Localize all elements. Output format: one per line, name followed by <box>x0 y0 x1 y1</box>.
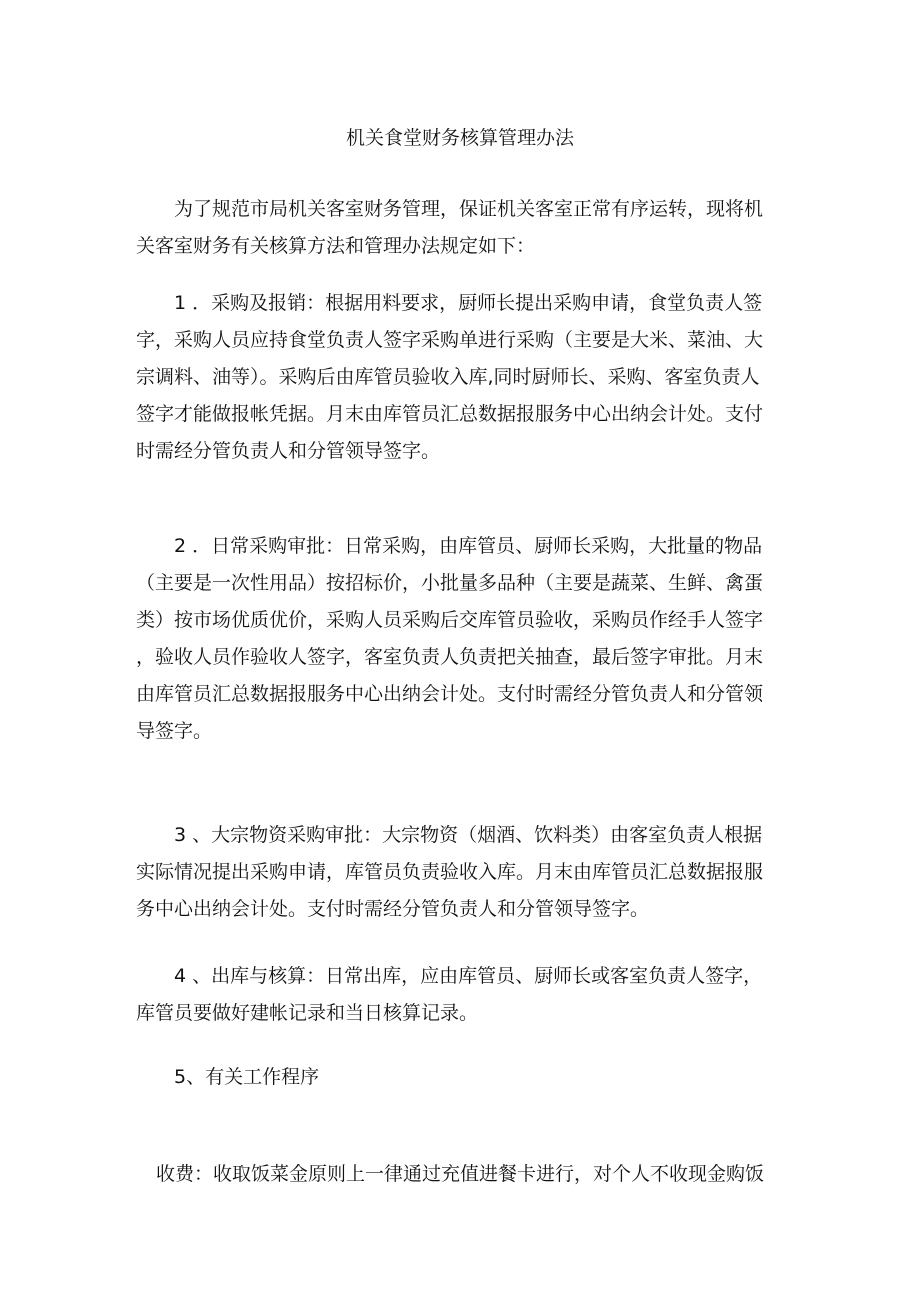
paragraph-line: 实际情况提出采购申请，库管员负责验收入库。月末由库管员汇总数据报服 <box>136 861 764 883</box>
paragraph-line: 导签字。 <box>136 720 213 742</box>
paragraph-line: 2 ．日常采购审批：日常采购，由库管员、厨师长采购，大批量的物品 <box>174 535 763 557</box>
paragraph-item-1 <box>136 285 786 470</box>
paragraph-item-2 <box>136 528 786 750</box>
paragraph-item-4 <box>136 958 786 1032</box>
paragraph-line: （主要是一次性用品）按招标价，小批量多品种（主要是蔬菜、生鲜、禽蛋 <box>136 572 764 594</box>
paragraph-line: 5、有关工作程序 <box>174 1066 320 1088</box>
paragraph-line: 字，采购人员应持食堂负责人签字采购单进行采购（主要是大米、菜油、大 <box>136 329 764 351</box>
paragraph-line: 1 ．采购及报销：根据用料要求，厨师长提出采购申请，食堂负责人签 <box>174 292 763 314</box>
paragraph-line: 4 、出库与核算：日常出库，应由库管员、厨师长或客室负责人签字， <box>174 965 763 987</box>
document-title: 机关食堂财务核算管理办法 <box>345 127 574 149</box>
paragraph-line: 收费：收取饭菜金原则上一律通过充值进餐卡进行，对个人不收现金购饭 <box>156 1163 765 1185</box>
paragraph-item-5 <box>136 1059 786 1096</box>
paragraph-line: 类）按市场优质优价，采购人员采购后交库管员验收，采购员作经手人签字 <box>136 609 764 631</box>
paragraph-line: 为了规范市局机关客室财务管理，保证机关客室正常有序运转，现将机 <box>174 198 764 220</box>
paragraph-line: 宗调料、油等）。采购后由库管员验收入库,同时厨师长、采购、客室负责人 <box>136 366 760 388</box>
paragraph-item-3 <box>136 817 786 928</box>
paragraph-fees <box>118 1156 798 1193</box>
paragraph-line: 库管员要做好建帐记录和当日核算记录。 <box>136 1002 479 1024</box>
paragraph-line: 由库管员汇总数据报服务中心出纳会计处。支付时需经分管负责人和分管领 <box>136 683 764 705</box>
paragraph-line: ，验收人员作验收人签字，客室负责人负责把关抽查，最后签字审批。月末 <box>136 646 764 668</box>
paragraph-intro <box>136 191 786 265</box>
paragraph-line: 务中心出纳会计处。支付时需经分管负责人和分管领导签字。 <box>136 898 650 920</box>
paragraph-line: 时需经分管负责人和分管领导签字。 <box>136 440 441 462</box>
paragraph-line: 签字才能做报帐凭据。月末由库管员汇总数据报服务中心出纳会计处。支付 <box>136 403 764 425</box>
paragraph-line: 3 、大宗物资采购审批：大宗物资（烟酒、饮料类）由客室负责人根据 <box>174 824 763 846</box>
paragraph-line: 关客室财务有关核算方法和管理办法规定如下： <box>136 235 536 257</box>
